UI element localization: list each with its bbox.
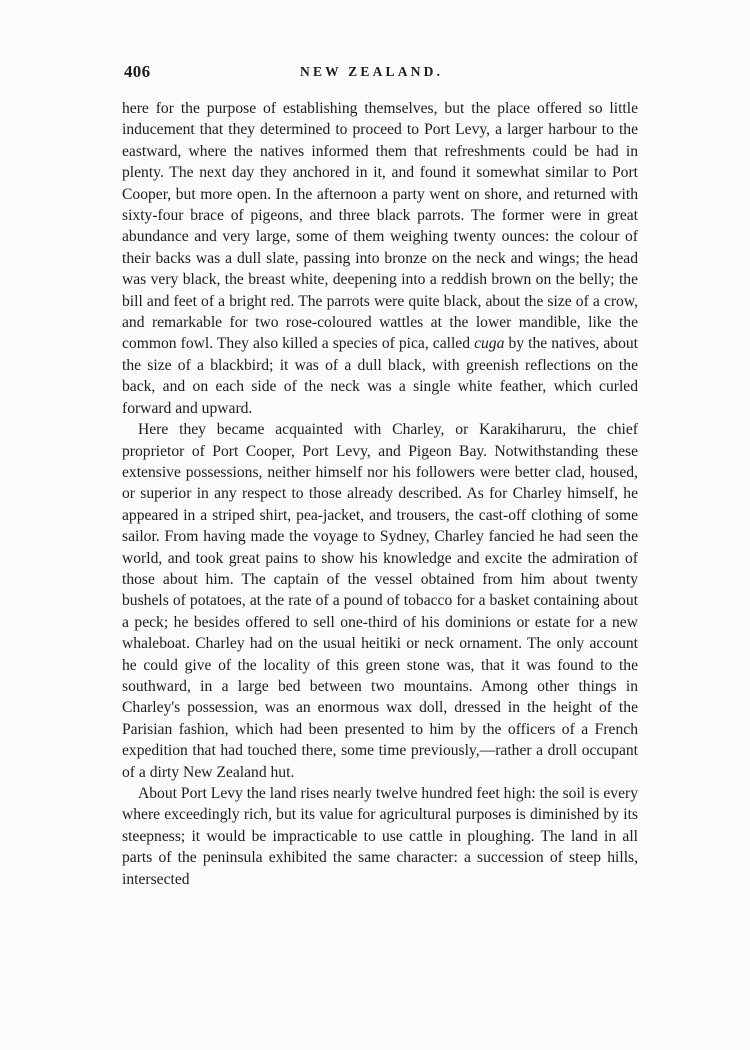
running-head: NEW ZEALAND. [300, 64, 444, 79]
paragraph-1-text-b: by the natives, about the size of a blackbird; it was of a dull black, with greenish reflections on the back, and on each side of the neck was a single white feather, which curled forward and upward. [122, 335, 639, 417]
body-text [122, 98, 638, 890]
paragraph-3: About Port Levy the land rises nearly twelve hundred feet high: the soil is every where exceedingly rich, but its value for agricultural purposes is diminished by its steepness; it would be impracticable to use cattle in ploughing. The land in all parts of the peninsula exhibited the same character: a succession of steep hills, intersected [122, 785, 638, 888]
paragraph-2: Here they became acquainted with Charley, or Karakiharuru, the chief proprietor of Port Cooper, Port Levy, and Pigeon Bay. Notwithstanding these extensive possessions, neither himself nor his followers were better clad, housed, or superior in any respect to those already described. As for Charley himself, he appeared in a striped shirt, pea-jacket, and trousers, the cast-off clothing of some sailor. From having made the voyage to Sydney, Charley fancied he had seen the world, and took great pains to show his knowledge and excite the admiration of those about him. The captain of the vessel obtained from him about twenty bushels of potatoes, at the rate of a pound of tobacco for a basket containing about a peck; he besides offered to sell one-third of his dominions or estate for a new whaleboat. Charley had on the usual heitiki or neck ornament. The only account he could give of the locality of this green stone was, that it was found to the southward, in a large bed between two mountains. Among other things in Charley's possession, was an enormous wax doll, dressed in the height of the Parisian fashion, which had been presented to him by the officers of a French expedition that had touched there, some time previously,—rather a droll occupant of a dirty New Zealand hut. [122, 421, 638, 781]
paragraph-1 [122, 98, 638, 419]
page-number: 406 [124, 62, 151, 81]
italic-term-cuga: cuga [474, 335, 505, 353]
paragraph-1-text-a: here for the purpose of establishing themselves, but the place offered so little inducement that they determined to proceed to Port Levy, a larger harbour to the eastward, where the natives informed them that refreshments could be had in plenty. The next day they anchored in it, and found it somewhat similar to Port Cooper, but more open. In the afternoon a party went on shore, and returned with sixty-four brace of pigeons, and three black parrots. The former were in great abundance and very large, some of them weighing twenty ounces: the colour of their backs was a dull slate, passing into bronze on the neck and wings; the head was very black, the breast white, deepening into a reddish brown on the belly; the bill and feet of a bright red. The parrots were quite black, about the size of a crow, and remarkable for two rose-coloured wattles at the lower mandible, like the common fowl. They also killed a species of pica, called [122, 100, 638, 353]
